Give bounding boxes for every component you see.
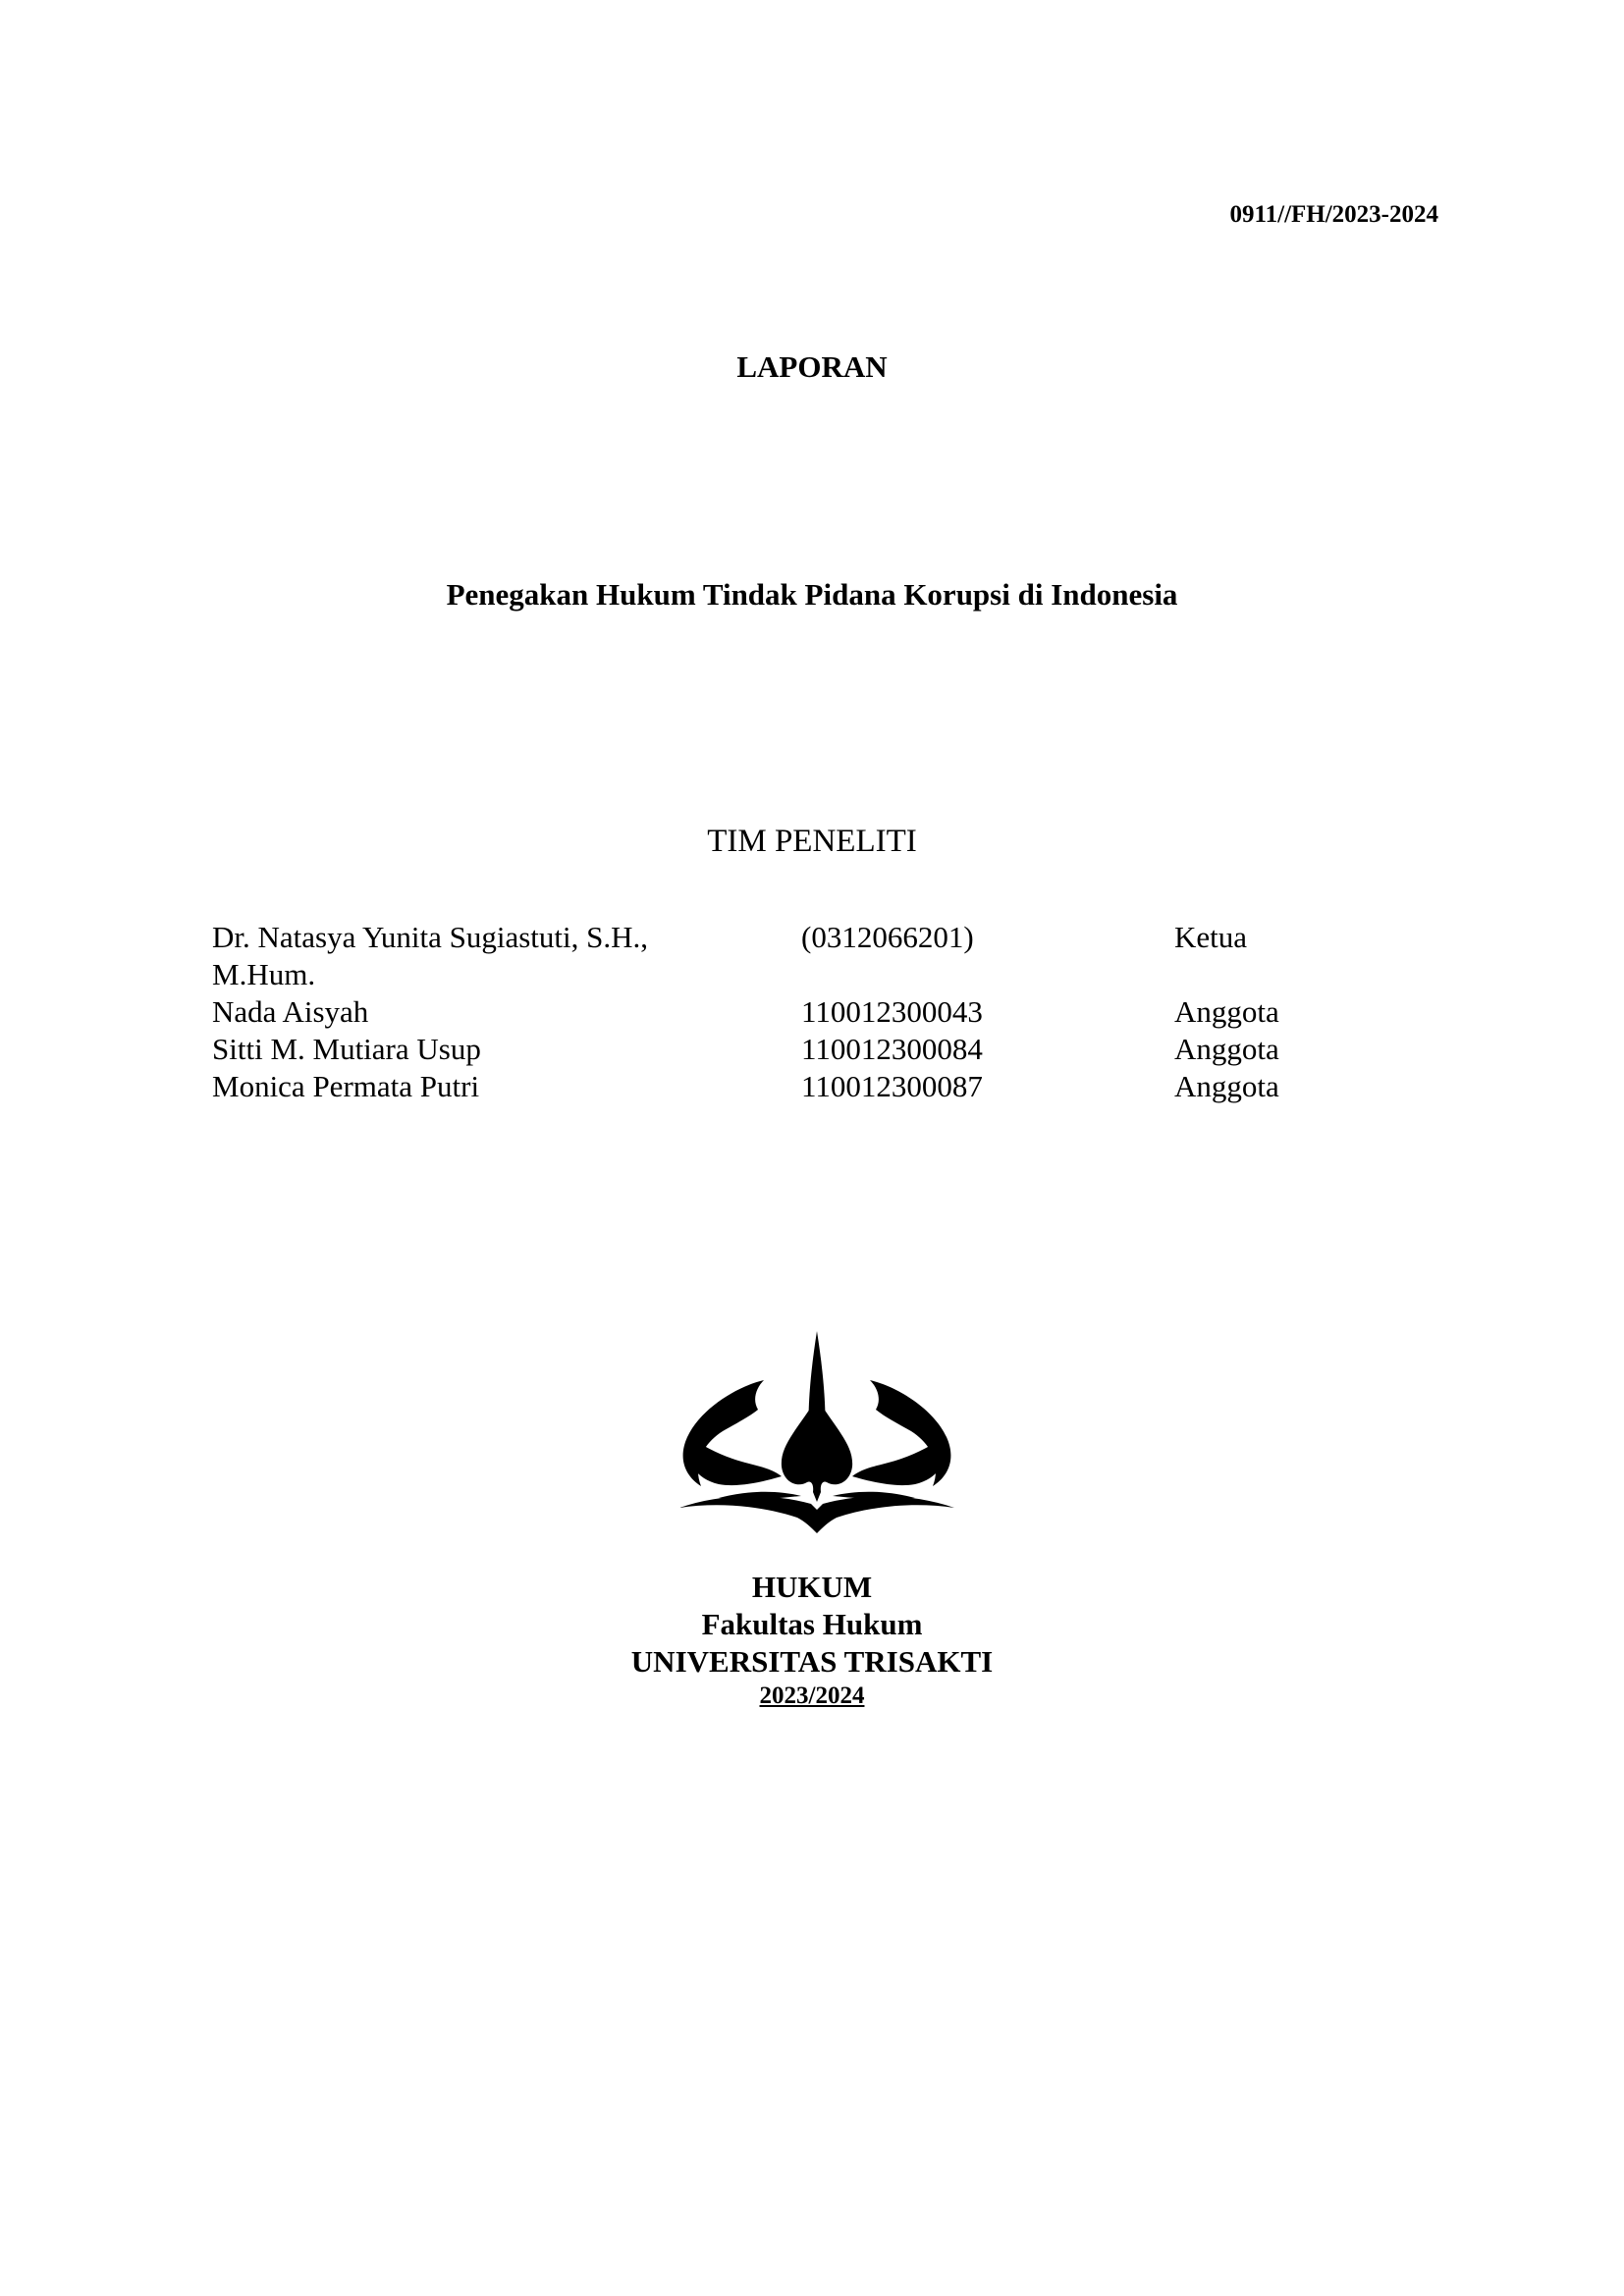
- document-number: 0911//FH/2023-2024: [1229, 201, 1438, 228]
- academic-year: 2023/2024: [759, 1682, 865, 1709]
- member-role: [1174, 956, 1410, 993]
- trisakti-emblem-icon: [679, 1329, 954, 1535]
- member-name: Nada Aisyah: [212, 994, 369, 1029]
- faculty-name: Fakultas Hukum: [701, 1607, 923, 1641]
- member-role: Anggota: [1174, 994, 1279, 1029]
- member-id: 110012300043: [801, 994, 983, 1029]
- department-name: HUKUM: [751, 1570, 873, 1604]
- report-title: Penegakan Hukum Tindak Pidana Korupsi di Indonesia: [446, 577, 1178, 612]
- member-name: M.Hum.: [212, 957, 316, 991]
- member-id: 110012300084: [801, 1032, 983, 1066]
- institution-block: [0, 1569, 1624, 1712]
- member-name: Sitti M. Mutiara Usup: [212, 1032, 481, 1066]
- team-heading: TIM PENELITI: [707, 824, 917, 859]
- table-row: [212, 993, 1410, 1031]
- member-id: 110012300087: [801, 1069, 983, 1103]
- table-row: [212, 1031, 1410, 1068]
- member-role: Ketua: [1174, 920, 1248, 954]
- member-role: Anggota: [1174, 1032, 1279, 1066]
- table-row: [212, 956, 1410, 993]
- member-id: [801, 956, 1174, 993]
- table-row: [212, 919, 1410, 956]
- member-name: Dr. Natasya Yunita Sugiastuti, S.H.,: [212, 920, 649, 954]
- report-label: LAPORAN: [736, 349, 888, 384]
- university-name: UNIVERSITAS TRISAKTI: [630, 1644, 994, 1679]
- member-role: Anggota: [1174, 1069, 1279, 1103]
- member-name: Monica Permata Putri: [212, 1069, 480, 1103]
- table-row: [212, 1068, 1410, 1105]
- team-members-table: [212, 919, 1410, 1105]
- member-id: (0312066201): [801, 920, 974, 954]
